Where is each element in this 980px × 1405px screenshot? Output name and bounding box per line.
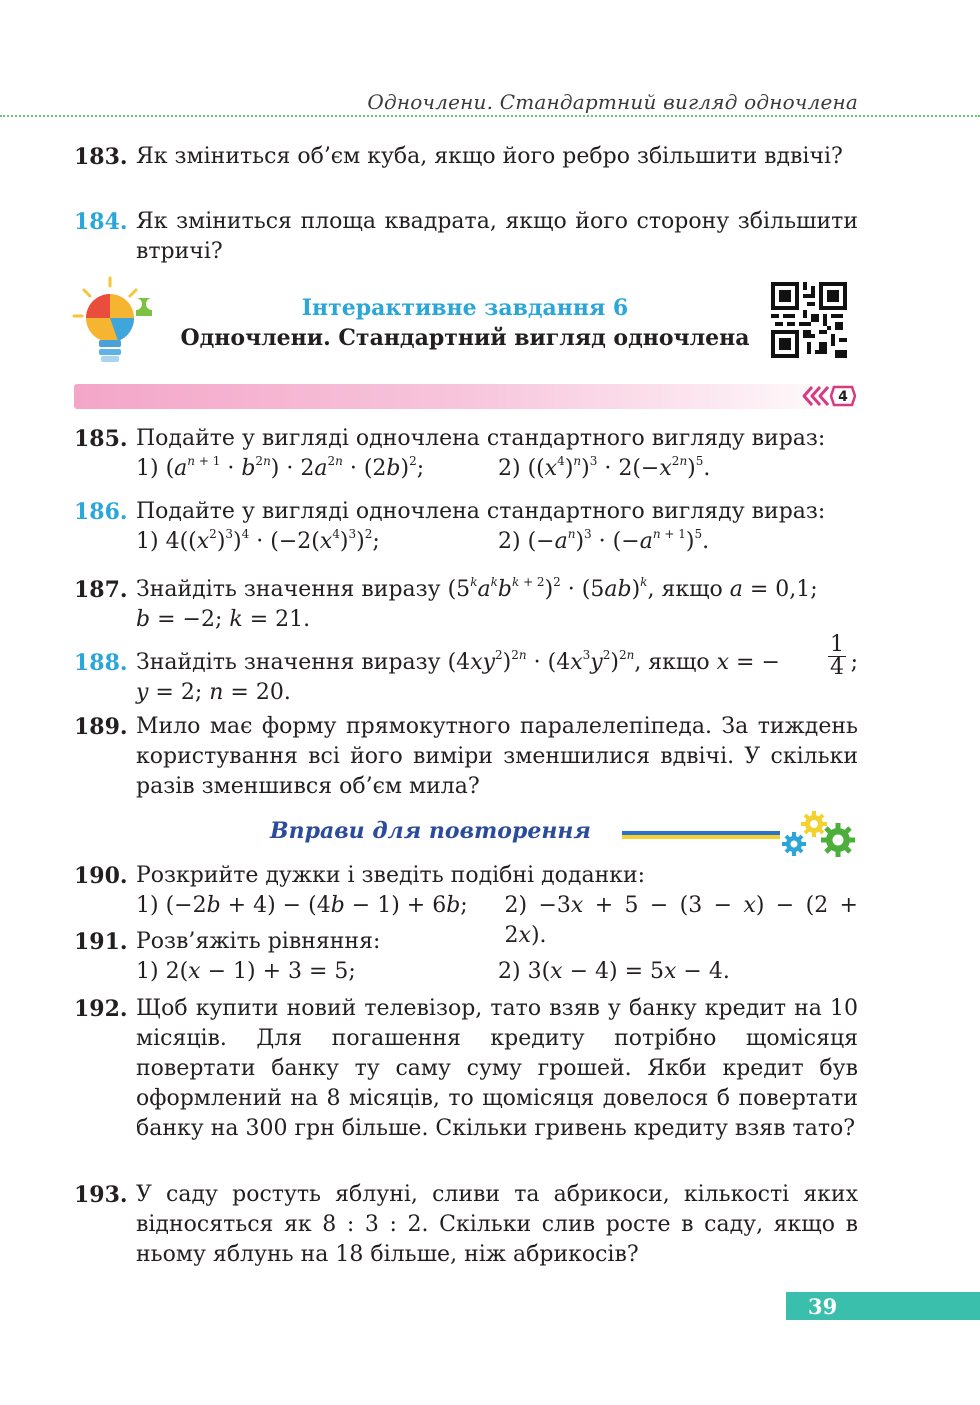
exercise-number: 186. [74,499,128,525]
interactive-title: Інтерактивне завдання 6 [301,295,629,321]
exercise-191 [74,927,858,987]
exercise-193 [74,1180,858,1270]
exercise-text: Знайдіть значення виразу [136,577,441,602]
exercise-184 [74,207,858,267]
section-divider-flag [622,831,780,839]
interactive-task[interactable] [70,274,860,374]
exercise-number: 193. [74,1182,128,1208]
gears-icon [778,808,858,860]
exercise-number: 187. [74,577,128,603]
exercise-text: Розв’яжіть рівняння: [136,929,381,954]
exercise-text: У саду ростуть яблуні, сливи та абрикоси, кількості яких відносяться як 8 : 3 : 2. Скільки слив росте в саду, якщо в ньому яблунь на 18 більше, ніж абрикосів? [136,1182,858,1267]
exercise-text: Мило має форму прямокутного паралелепіпеда. За тиждень користування всі його виміри зменшилися вдвічі. У скільки разів зменшився об’єм мила? [136,714,858,799]
section-title: Вправи для повторення [270,818,591,844]
exercise-text: Як зміниться об’єм куба, якщо його ребро збільшити вдвічі? [136,144,843,169]
exercise-text: Подайте у вигляді одночлена стандартного вигляду вираз: [136,499,826,524]
page-number: 39 [808,1294,838,1319]
fraction-one-quarter: $\frac{1}{4}$ [830,632,844,680]
level-chevrons-icon [800,385,856,407]
exercise-185 [74,424,858,484]
lightbulb-puzzle-icon [70,274,162,370]
interactive-subtitle: Одночлени. Стандартний вигляд одночлена [180,325,750,351]
exercise-text: Подайте у вигляді одночлена стандартного вигляду вираз: [136,426,826,451]
exercise-text: Як зміниться площа квадрата, якщо його сторону збільшити втричі? [136,209,858,264]
exercise-items: 1) $(a^{n + 1} \cdot b^{2n}) \cdot 2a^{2n} \cdot (2b)^2$; 2) $((x^4)^n)^3 \cdot 2(-x^{2n})^5$. [136,454,711,481]
exercise-192 [74,994,858,1144]
exercise-number: 183. [74,144,128,170]
exercise-text: Щоб купити новий телевізор, тато взяв у банку кредит на 10 місяців. Для погашення кредиту потрібно щомісяця повертати банку ту саму суму грошей. Якби кредит був оформлений на 8 місяців, то щомісяця довелося б повертати банку на 300 грн більше. Скільки гривень кредиту взяв тато? [136,996,858,1141]
qr-code[interactable] [771,282,847,358]
exercise-186 [74,497,858,557]
header-divider [0,115,980,117]
exercise-number: 184. [74,209,128,235]
exercise-number: 190. [74,863,128,889]
page-number-tab [786,1292,980,1320]
level-number: 4 [838,389,848,405]
exercise-items: 1) (−2b + 4) − (4b − 1) + 6b; 2) −3x + 5 − (3 − x) − (2 + 2x). [136,893,858,948]
exercise-188: 188. Знайдіть значення виразу $(4xy^2)^{2n} \cdot (4x^3y^2)^{2n}$, якщо x = − $\frac{1}{4}$ ; y = 2; n = 20. [74,632,858,705]
exercise-189 [74,712,858,802]
exercise-items: 1) $4((x^2)^3)^4 \cdot (-2(x^4)^3)^2$; 2) $(-a^n)^3 \cdot (-a^{n + 1})^5$. [136,527,710,554]
exercise-number: 189. [74,714,128,740]
exercise-number: 185. [74,426,128,452]
exercise-number: 191. [74,929,128,955]
exercise-number: 188. [74,650,128,676]
exercise-text: Знайдіть значення виразу [136,650,441,675]
exercise-text: Розкрийте дужки і зведіть подібні доданки: [136,863,646,888]
difficulty-level-bar [74,384,858,409]
exercise-187: 187. Знайдіть значення виразу $(5^ka^kb^{k + 2})^2 \cdot (5ab)^k$, якщо a = 0,1; b = −2; k = 21. [74,575,818,632]
exercise-items: 1) 2(x − 1) + 3 = 5; 2) 3(x − 4) = 5x − 4. [136,959,730,984]
running-title: Одночлени. Стандартний вигляд одночлена [367,90,858,114]
exercise-number: 192. [74,996,128,1022]
exercise-183 [74,142,858,172]
